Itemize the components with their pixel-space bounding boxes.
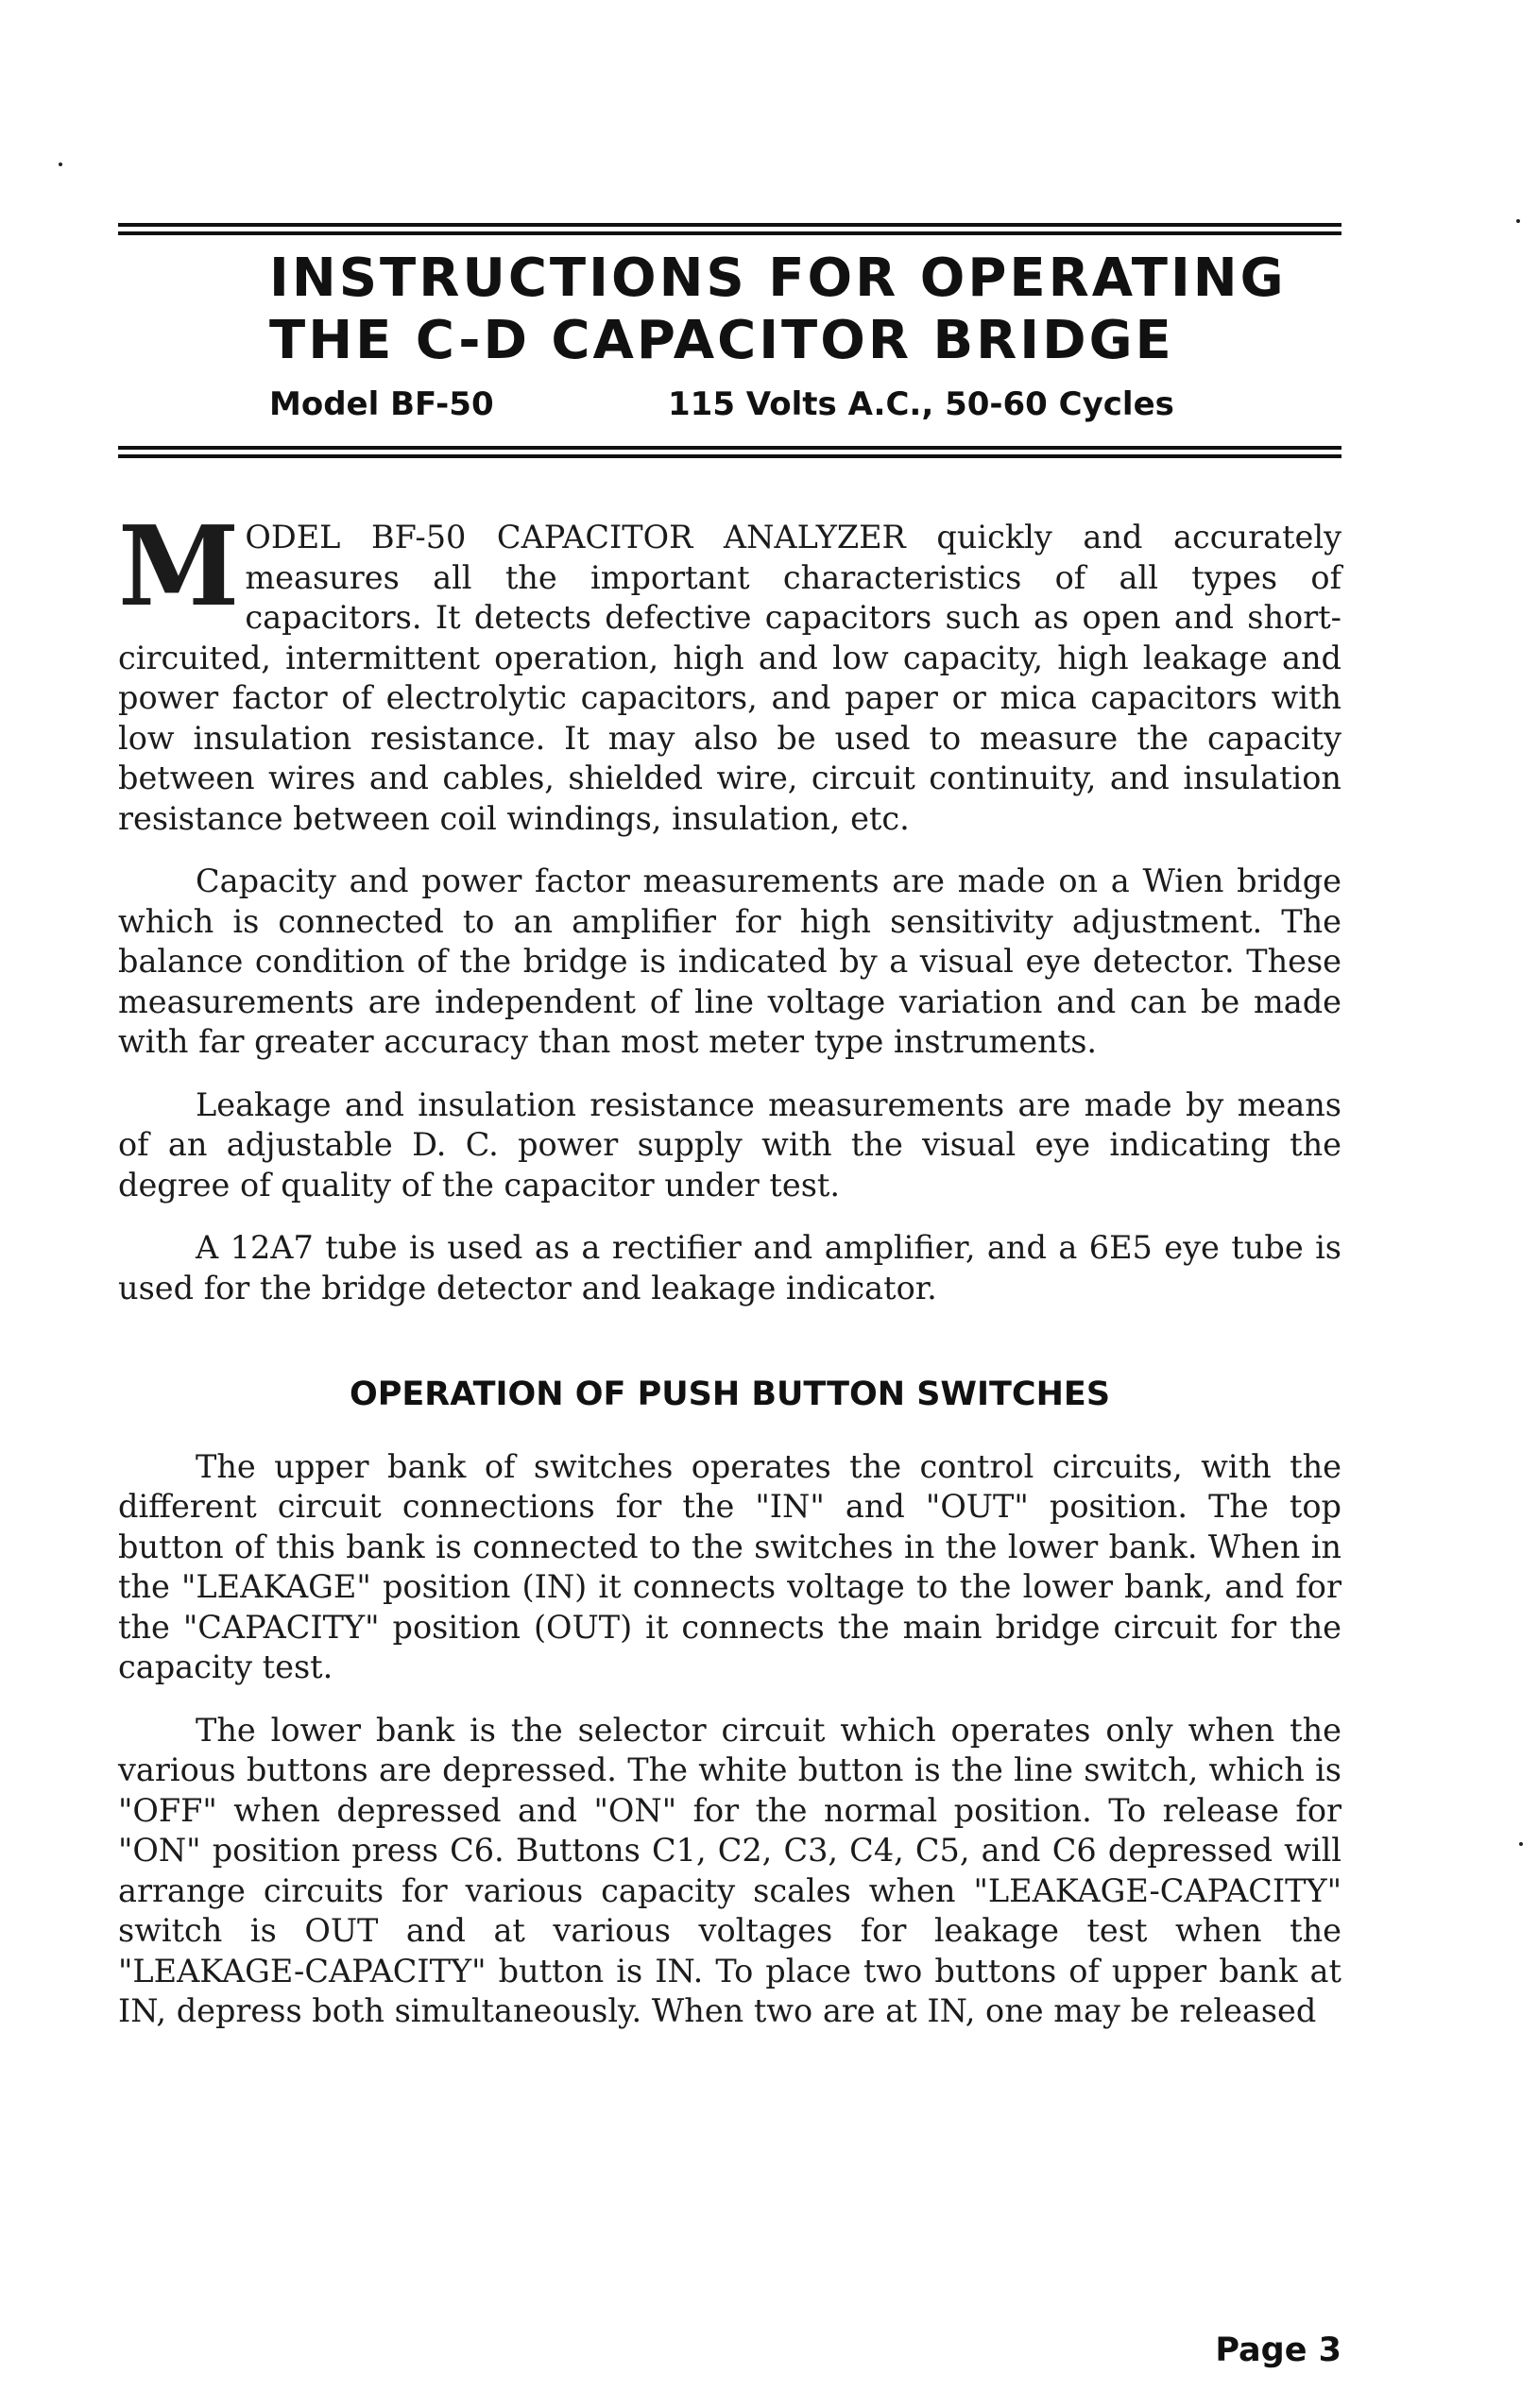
page-number: Page 3 — [1215, 2331, 1341, 2369]
scan-speck — [1516, 219, 1520, 223]
model-label: Model BF-50 — [269, 385, 494, 423]
title-line-1: INSTRUCTIONS FOR OPERATING — [269, 248, 1287, 309]
section-heading: OPERATION OF PUSH BUTTON SWITCHES — [349, 1375, 1111, 1413]
intro-paragraph-3: Leakage and insulation resistance measurements are made by means of an adjustable D. C. power supply with the visual eye indicating the degree of quality of the capacitor under test. — [118, 1085, 1341, 1204]
intro-paragraph-2: Capacity and power factor measurements are made on a Wien bridge which is connected to an amplifier for high sensitivity adjustment. The balance condition of the bridge is indicated by a visual eye detector. These measurements are independent of line voltage variation and can be made with far greater accuracy than most meter type instruments. — [118, 862, 1341, 1060]
title-block — [269, 248, 1287, 423]
section-paragraph-2: The lower bank is the selector circuit which operates only when the various buttons are depressed. The white button is the line switch, which is "OFF" when depressed and "ON" for the normal position. To release for "ON" position press C6. Buttons C1, C2, C3, C4, C5, and C6 depressed will arrange circuits for various capacity scales when "LEAKAGE-CAPACITY" switch is OUT and at various voltages for leakage test when the "LEAKAGE-CAPACITY" button is IN. To place two buttons of upper bank at IN, depress both simultaneously. When two are at IN, one may be released — [118, 1711, 1341, 2029]
rule-line — [118, 454, 1341, 458]
rule-line — [118, 231, 1341, 235]
bottom-double-rule — [118, 446, 1341, 458]
power-spec: 115 Volts A.C., 50-60 Cycles — [668, 385, 1174, 423]
scan-speck — [59, 162, 62, 166]
intro-paragraph-4: A 12A7 tube is used as a rectifier and amplifier, and a 6E5 eye tube is used for the bridge detector and leakage indicator. — [118, 1229, 1341, 1306]
drop-cap: M — [118, 503, 240, 631]
top-double-rule — [118, 223, 1341, 235]
rule-line — [118, 446, 1341, 450]
intro-paragraph-1 — [118, 503, 1341, 839]
intro-paragraph-1-text: ODEL BF-50 CAPACITOR ANALYZER quickly and accurately measures all the important characteristics of all types of capacitors. It detects defective capacitors such as open and short-circuited, intermittent operation, high and low capacity, high leakage and power factor of electrolytic capacitors, and paper or mica capacitors with low insulation resistance. It may also be used to measure the capacity between wires and cables, shielded wire, circuit continuity, and insulation resistance between coil windings, insulation, etc. — [118, 519, 1341, 837]
rule-line — [118, 223, 1341, 227]
body-text — [118, 503, 1341, 2055]
title-line-2: THE C-D CAPACITOR BRIDGE — [269, 310, 1174, 371]
subtitle-row — [269, 385, 1195, 423]
scan-speck — [1519, 1842, 1523, 1846]
section-paragraph-1: The upper bank of switches operates the control circuits, with the different circuit connections for the "IN" and "OUT" position. The top button of this bank is connected to the switches in the lower bank. When in the "LEAKAGE" position (IN) it connects voltage to the lower bank, and for the "CAPACITY" position (OUT) it connects the main bridge circuit for the capacity test. — [118, 1447, 1341, 1685]
